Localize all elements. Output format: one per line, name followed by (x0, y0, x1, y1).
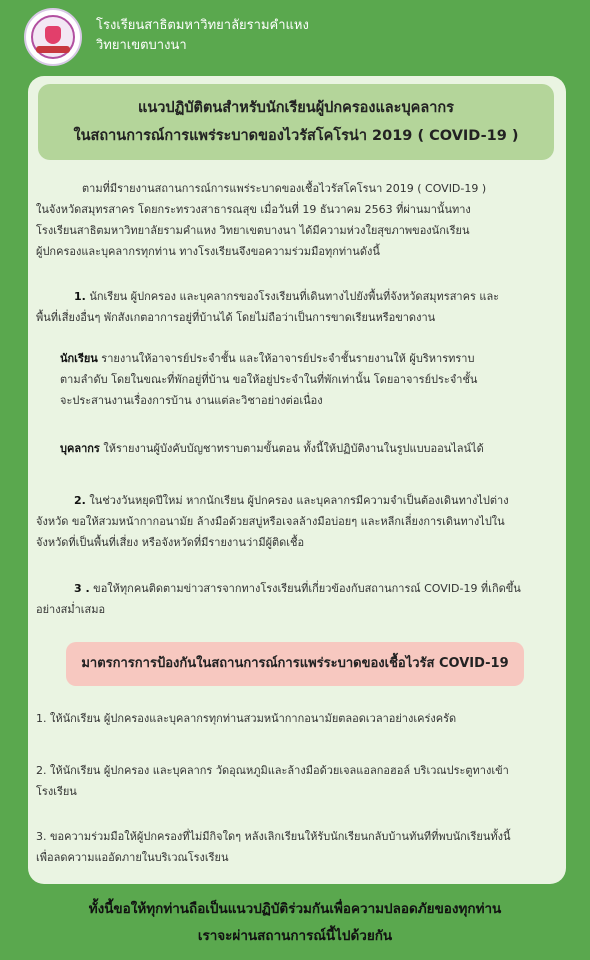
item-2-number: 2. (74, 494, 86, 507)
measure-1 (36, 708, 562, 729)
item-2 (36, 490, 562, 553)
item-3 (36, 578, 562, 620)
title-line1: แนวปฏิบัติตนสำหรับนักเรียนผู้ปกครองและบุคลากร (138, 100, 454, 116)
measure-2 (36, 760, 562, 802)
students-line3: จะประสานงานเรื่องการบ้าน งานแต่ละวิชาอย่างต่อเนื่อง (60, 394, 323, 407)
footer-message (0, 896, 590, 950)
item-2-line3: จังหวัดที่เป็นพื้นที่เสี่ยง หรือจังหวัดที่มีรายงานว่ามีผู้ติดเชื้อ (36, 536, 305, 549)
item-1-number: 1. (74, 290, 86, 303)
measure-3-line1: 3. ขอความร่วมมือให้ผู้ปกครองที่ไม่มีกิจใดๆ หลังเลิกเรียนให้รับนักเรียนกลับบ้านทันทีที่พบนักเรียนทั้งนี้ (36, 830, 511, 843)
school-logo-icon (24, 8, 82, 66)
item-1-line2: พื้นที่เสี่ยงอื่นๆ พักสังเกตอาการอยู่ที่บ้านได้ โดยไม่ถือว่าเป็นการขาดเรียนหรือขาดงาน (36, 311, 436, 324)
measure-3 (36, 826, 562, 868)
measure-2-line2: โรงเรียน (36, 785, 77, 798)
content-card (28, 76, 566, 884)
school-name-line2: วิทยาเขตบางนา (96, 38, 187, 53)
header (0, 0, 590, 76)
staff-label: บุคลากร (60, 442, 100, 455)
intro-line3: โรงเรียนสาธิตมหาวิทยาลัยรามคำแหง วิทยาเขตบางนา ได้มีความห่วงใยสุขภาพของนักเรียน (36, 224, 470, 237)
intro-line2: ในจังหวัดสมุทรสาคร โดยกระทรวงสาธารณสุข เมื่อวันที่ 19 ธันวาคม 2563 ที่ผ่านมานั้นทาง (36, 203, 471, 216)
item-3-number: 3 . (74, 582, 90, 595)
measure-1-line1: 1. ให้นักเรียน ผู้ปกครองและบุคลากรทุกท่านสวมหน้ากากอนามัยตลอดเวลาอย่างเคร่งครัด (36, 712, 457, 725)
intro-line1: ตามที่มีรายงานสถานการณ์การแพร่ระบาดของเชื้อไวรัสโคโรนา 2019 ( COVID-19 ) (82, 182, 487, 195)
item-1-line1: นักเรียน ผู้ปกครอง และบุคลากรของโรงเรียนที่เดินทางไปยังพื้นที่จังหวัดสมุทรสาคร และ (89, 290, 500, 303)
title-box (38, 84, 554, 160)
item-1 (36, 286, 562, 328)
item-2-line2: จังหวัด ขอให้สวมหน้ากากอนามัย ล้างมือด้วยสบู่หรือเจลล้างมือบ่อยๆ และหลีกเลี่ยงการเดินทางไปใน (36, 515, 505, 528)
measures-heading: มาตรการการป้องกันในสถานการณ์การแพร่ระบาดของเชื้อไวรัส COVID-19 (66, 642, 524, 686)
measure-3-line2: เพื่อลดความแออัดภายในบริเวณโรงเรียน (36, 851, 229, 864)
school-name-line1: โรงเรียนสาธิตมหาวิทยาลัยรามคำแหง (96, 18, 309, 33)
item-2-line1: ในช่วงวันหยุดปีใหม่ หากนักเรียน ผู้ปกครอง และบุคลากรมีความจำเป็นต้องเดินทางไปต่าง (85, 494, 509, 507)
item-3-line1: ขอให้ทุกคนติดตามข่าวสารจากทางโรงเรียนที่เกี่ยวข้องกับสถานการณ์ COVID-19 ที่เกิดขึ้น (89, 582, 521, 595)
title-line2: ในสถานการณ์การแพร่ระบาดของไวรัสโคโรน่า 2019 ( COVID-19 ) (73, 128, 519, 144)
students-paragraph (60, 348, 562, 411)
footer-line2: เราจะผ่านสถานการณ์นี้ไปด้วยกัน (197, 928, 393, 944)
students-label: นักเรียน (60, 352, 98, 365)
item-3-line2: อย่างสม่ำเสมอ (36, 603, 106, 616)
staff-line1: ให้รายงานผู้บังคับบัญชาทราบตามขั้นตอน ทั้งนี้ให้ปฏิบัติงานในรูปแบบออนไลน์ได้ (99, 442, 484, 455)
measure-2-line1: 2. ให้นักเรียน ผู้ปกครอง และบุคลากร วัดอุณหภูมิและล้างมือด้วยเจลแอลกอฮอล์ บริเวณประตูทางเข้า (36, 764, 509, 777)
intro-line4: ผู้ปกครองและบุคลากรทุกท่าน ทางโรงเรียนจึงขอความร่วมมือทุกท่านดังนี้ (36, 245, 380, 258)
school-name (96, 16, 309, 56)
footer-line1: ทั้งนี้ขอให้ทุกท่านถือเป็นแนวปฏิบัติร่วมกันเพื่อความปลอดภัยของทุกท่าน (88, 901, 502, 917)
intro-paragraph (36, 178, 562, 262)
students-line2: ตามลำดับ โดยในขณะที่พักอยู่ที่บ้าน ขอให้อยู่ประจำในที่พักเท่านั้น โดยอาจารย์ประจำชั้น (60, 373, 478, 386)
students-line1: รายงานให้อาจารย์ประจำชั้น และให้อาจารย์ประจำชั้นรายงานให้ ผู้บริหารทราบ (97, 352, 475, 365)
staff-paragraph (60, 438, 562, 459)
